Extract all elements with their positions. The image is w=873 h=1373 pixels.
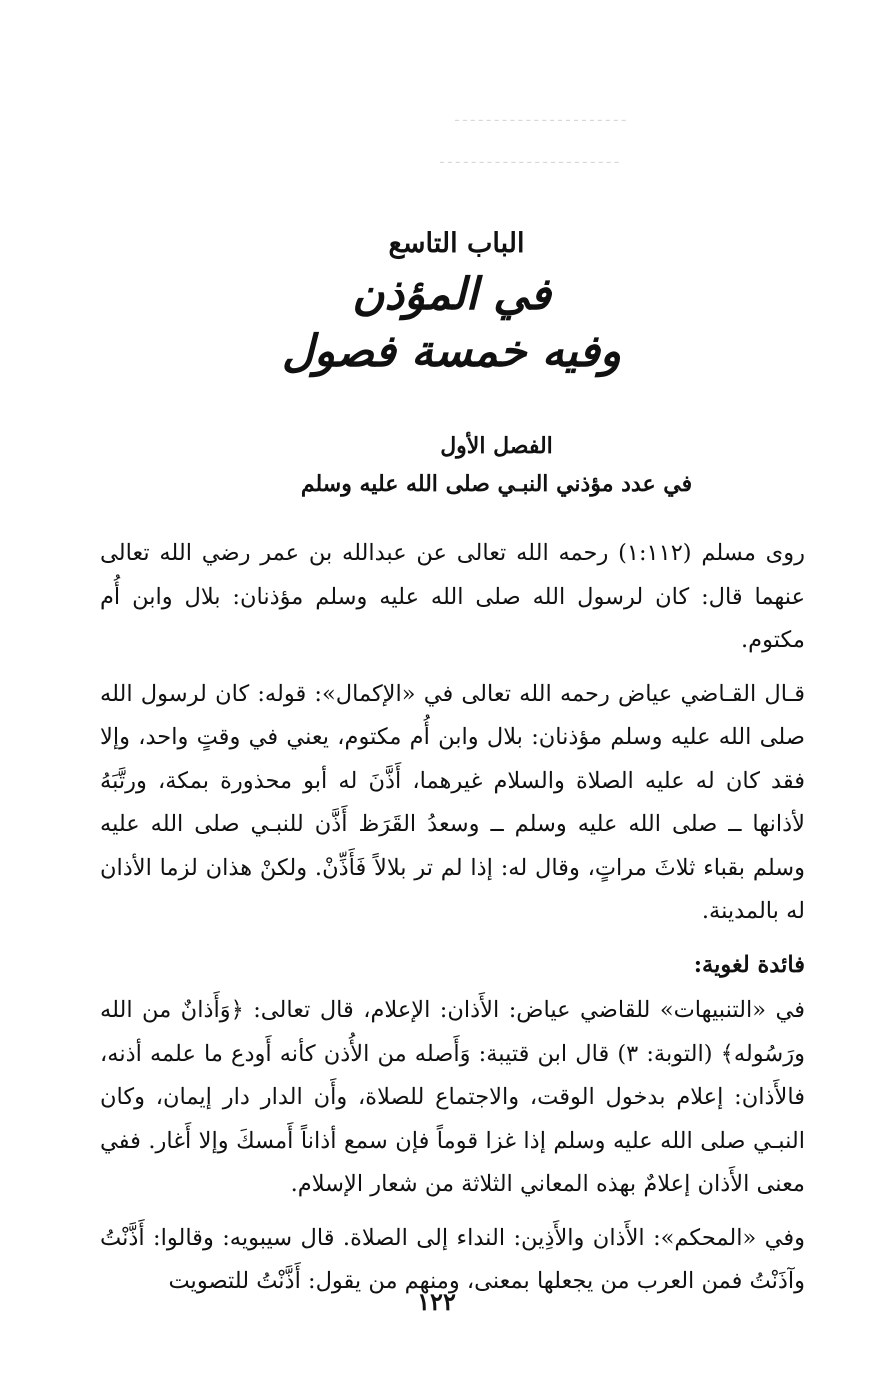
chapter-subtitle: وفيه خمسة فصول xyxy=(281,326,622,377)
bleed-through-line-2: ـ ـ ـ ـ ـ ـ ـ ـ ـ ـ ـ ـ ـ ـ ـ ـ ـ ـ ـ ـ ـ ـ ـ xyxy=(440,152,619,167)
chapter-title: في المؤذن xyxy=(352,269,551,320)
body-text xyxy=(100,532,805,1314)
section-subtitle: في عدد مؤذني النبـي صلى الله عليه وسلم xyxy=(300,471,693,497)
bleed-through-line-1: ـ ـ ـ ـ ـ ـ ـ ـ ـ ـ ـ ـ ـ ـ ـ ـ ـ ـ ـ ـ ـ ـ xyxy=(455,110,626,125)
page-number: ١٢٢ xyxy=(417,1287,456,1316)
paragraph-1: روى مسلم (١:١١٢) رحمه الله تعالى عن عبدالله بن عمر رضي الله تعالى عنهما قال: كان لرسول الله صلى الله عليه وسلم مؤذنان: بلال وابن أُم مكتوم. xyxy=(100,540,806,653)
chapter-heading xyxy=(0,228,873,377)
section-heading xyxy=(0,433,873,497)
paragraph-2: قـال القـاضي عياض رحمه الله تعالى في «الإكمال»: قوله: كان لرسول الله صلى الله عليه وسلم مؤذنان: بلال وابن أُم مكتوم، يعني في وقتٍ واحد، وإلا فقد كان له عليه الصلاة والسلام غيرهما، أَذَّنَ له أبو محذورة بمكة، ورتَّبَهُ لأذانها ــ صلى الله عليه وسلم ــ وسعدُ القَرَظ أَذَّن للنبـي صلى الله عليه وسلم بقباء ثلاثَ مراتٍ، وقال له: إذا لم تر بلالاً فَأَذِّنْ. ولكنْ هذان لزما الأذان له بالمدينة. xyxy=(100,680,805,924)
section-title: الفصل الأول xyxy=(440,433,553,459)
paragraph-4: وفي «المحكم»: الأَذان والأَذِين: النداء إلى الصلاة. قال سيبويه: وقالوا: أَذَّنْتُ وآذَنْتُ فمن العرب من يجعلها بمعنى، ومنهم من يقول: أَذَّنْتُ للتصويت xyxy=(100,1224,805,1294)
paragraph-3: في «التنبيهات» للقاضي عياض: الأَذان: الإعلام، قال تعالى: ﴿وَأَذانٌ من الله ورَسُوله﴾ (التوبة: ٣) قال ابن قتيبة: وَأَصله من الأُذن كأنه أَودع ما علمه أذنه، فالأَذان: إعلام بدخول الوقت، والاجتماع للصلاة، وأَن الدار دار إيمان، وكان النبـي صلى الله عليه وسلم إذا غزا قوماً فإن سمع أذاناً أَمسكَ وإلا أَغار. ففي معنى الأَذان إعلامٌ بهذه المعاني الثلاثة من شعار الإسلام. xyxy=(100,997,805,1197)
chapter-label: الباب التاسع xyxy=(388,228,525,259)
lexical-note-heading: فائدة لغوية: xyxy=(693,951,805,978)
